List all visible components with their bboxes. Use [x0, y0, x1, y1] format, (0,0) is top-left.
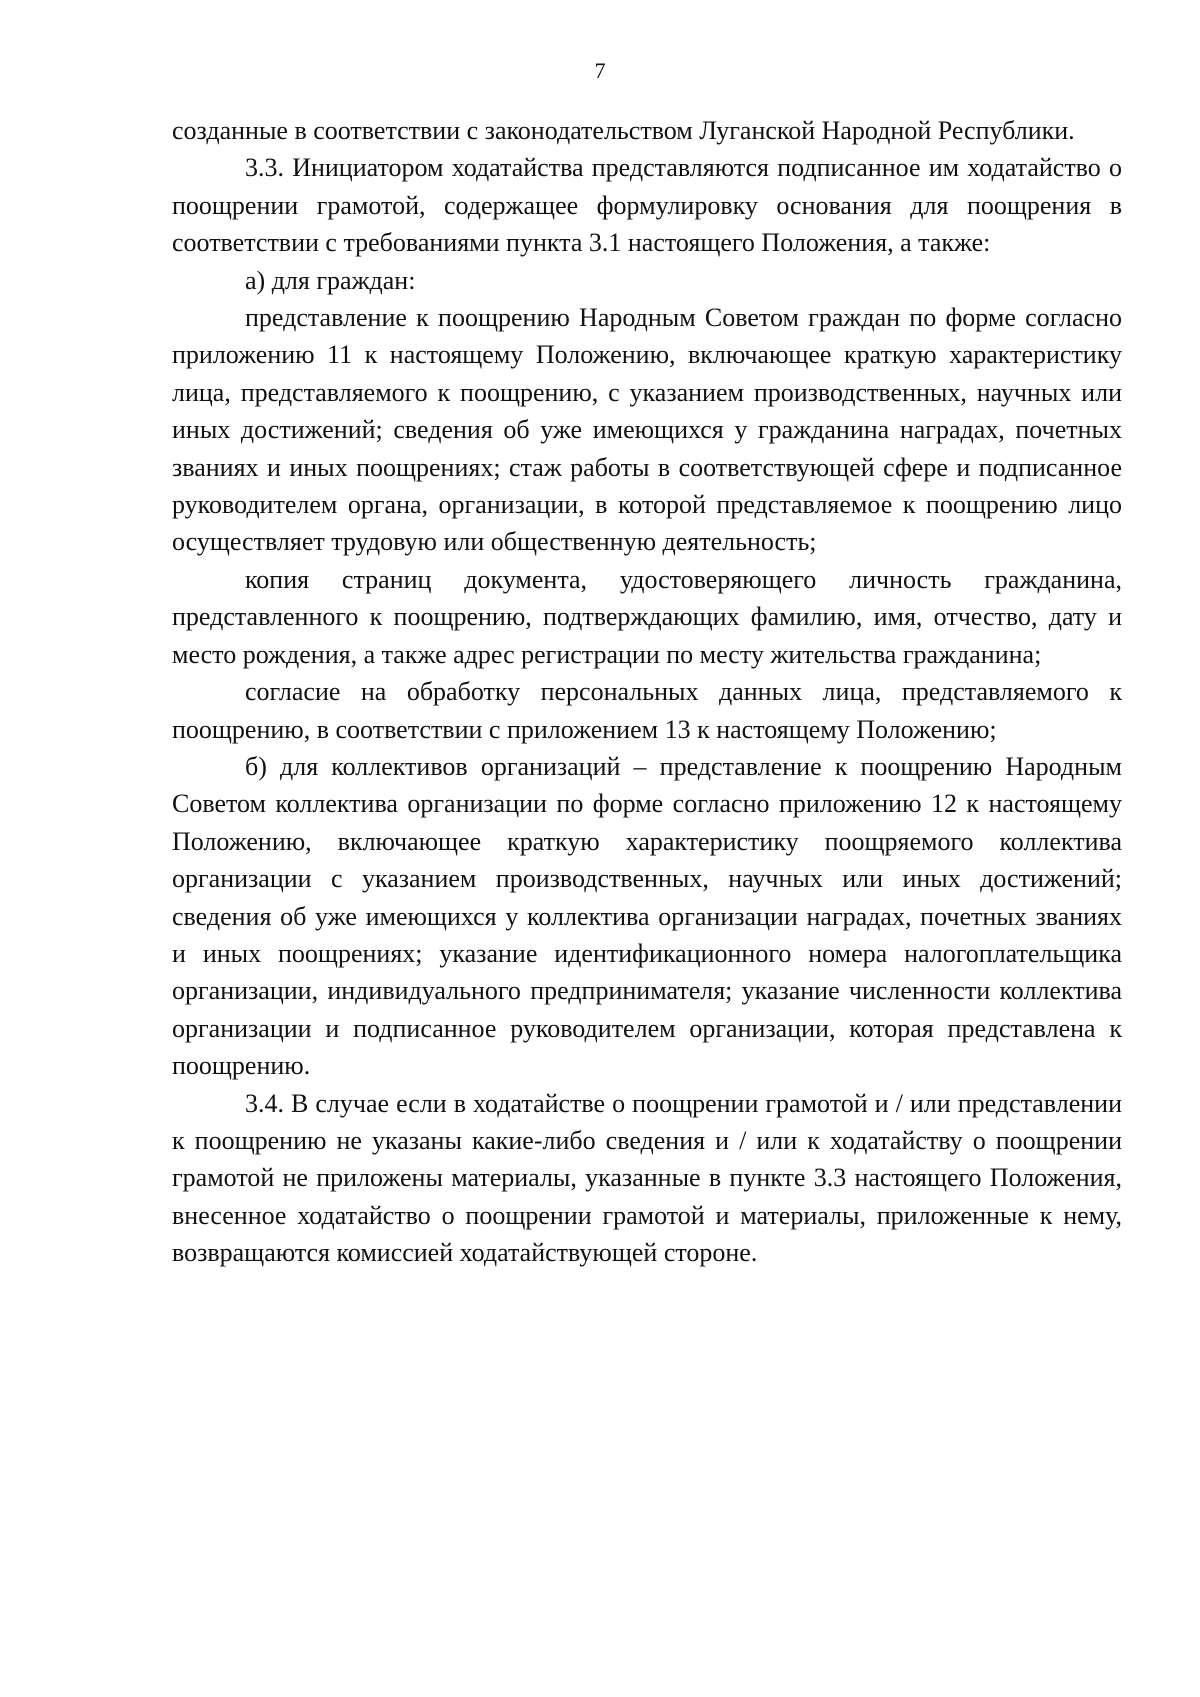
paragraph-3-3: 3.3. Инициатором ходатайства представляются подписанное им ходатайство о поощрении грамотой, содержащее формулировку основания для поощрения в соответствии с требованиями пункта 3.1 настоящего Положения, а также:	[172, 153, 1122, 258]
paragraph-data-consent: согласие на обработку персональных данных лица, представляемого к поощрению, в соответствии с приложением 13 к настоящему Положению;	[172, 677, 1122, 744]
paragraph-citizen-nomination: представление к поощрению Народным Советом граждан по форме согласно приложению 11 к настоящему Положению, включающее краткую характеристику лица, представляемого к поощрению, с указанием производственных, научных или иных достижений; сведения об уже имеющихся у гражданина наградах, почетных званиях и иных поощрениях; стаж работы в соответствующей сфере и подписанное руководителем органа, организации, в которой представляемое к поощрению лицо осуществляет трудовую или общественную деятельность;	[172, 303, 1122, 557]
paragraph-continuation: созданные в соответствии с законодательством Луганской Народной Республики.	[172, 116, 1075, 145]
document-body	[172, 112, 1122, 1272]
paragraph-id-copy: копия страниц документа, удостоверяющего личность гражданина, представленного к поощрению, подтверждающих фамилию, имя, отчество, дату и место рождения, а также адрес регистрации по месту жительства гражданина;	[172, 564, 1122, 669]
paragraph-collectives: б) для коллективов организаций – представление к поощрению Народным Советом коллектива организации по форме согласно приложению 12 к настоящему Положению, включающее краткую характеристику поощряемого коллектива организации с указанием производственных, научных или иных достижений; сведения об уже имеющихся у коллектива организации наградах, почетных званиях и иных поощрениях; указание идентификационного номера налогоплательщика организации, индивидуального предпринимателя; указание численности коллектива организации и подписанное руководителем организации, которая представлена к поощрению.	[172, 751, 1122, 1081]
page-number: 7	[594, 58, 606, 83]
paragraph-3-4: 3.4. В случае если в ходатайстве о поощрении грамотой и / или представлении к поощрению не указаны какие-либо сведения и / или к ходатайству о поощрении грамотой не приложены материалы, указанные в пункте 3.3 настоящего Положения, внесенное ходатайство о поощрении грамотой и материалы, приложенные к нему, возвращаются комиссией ходатайствующей стороне.	[172, 1088, 1122, 1268]
subheading-citizens: а) для граждан:	[245, 265, 416, 295]
